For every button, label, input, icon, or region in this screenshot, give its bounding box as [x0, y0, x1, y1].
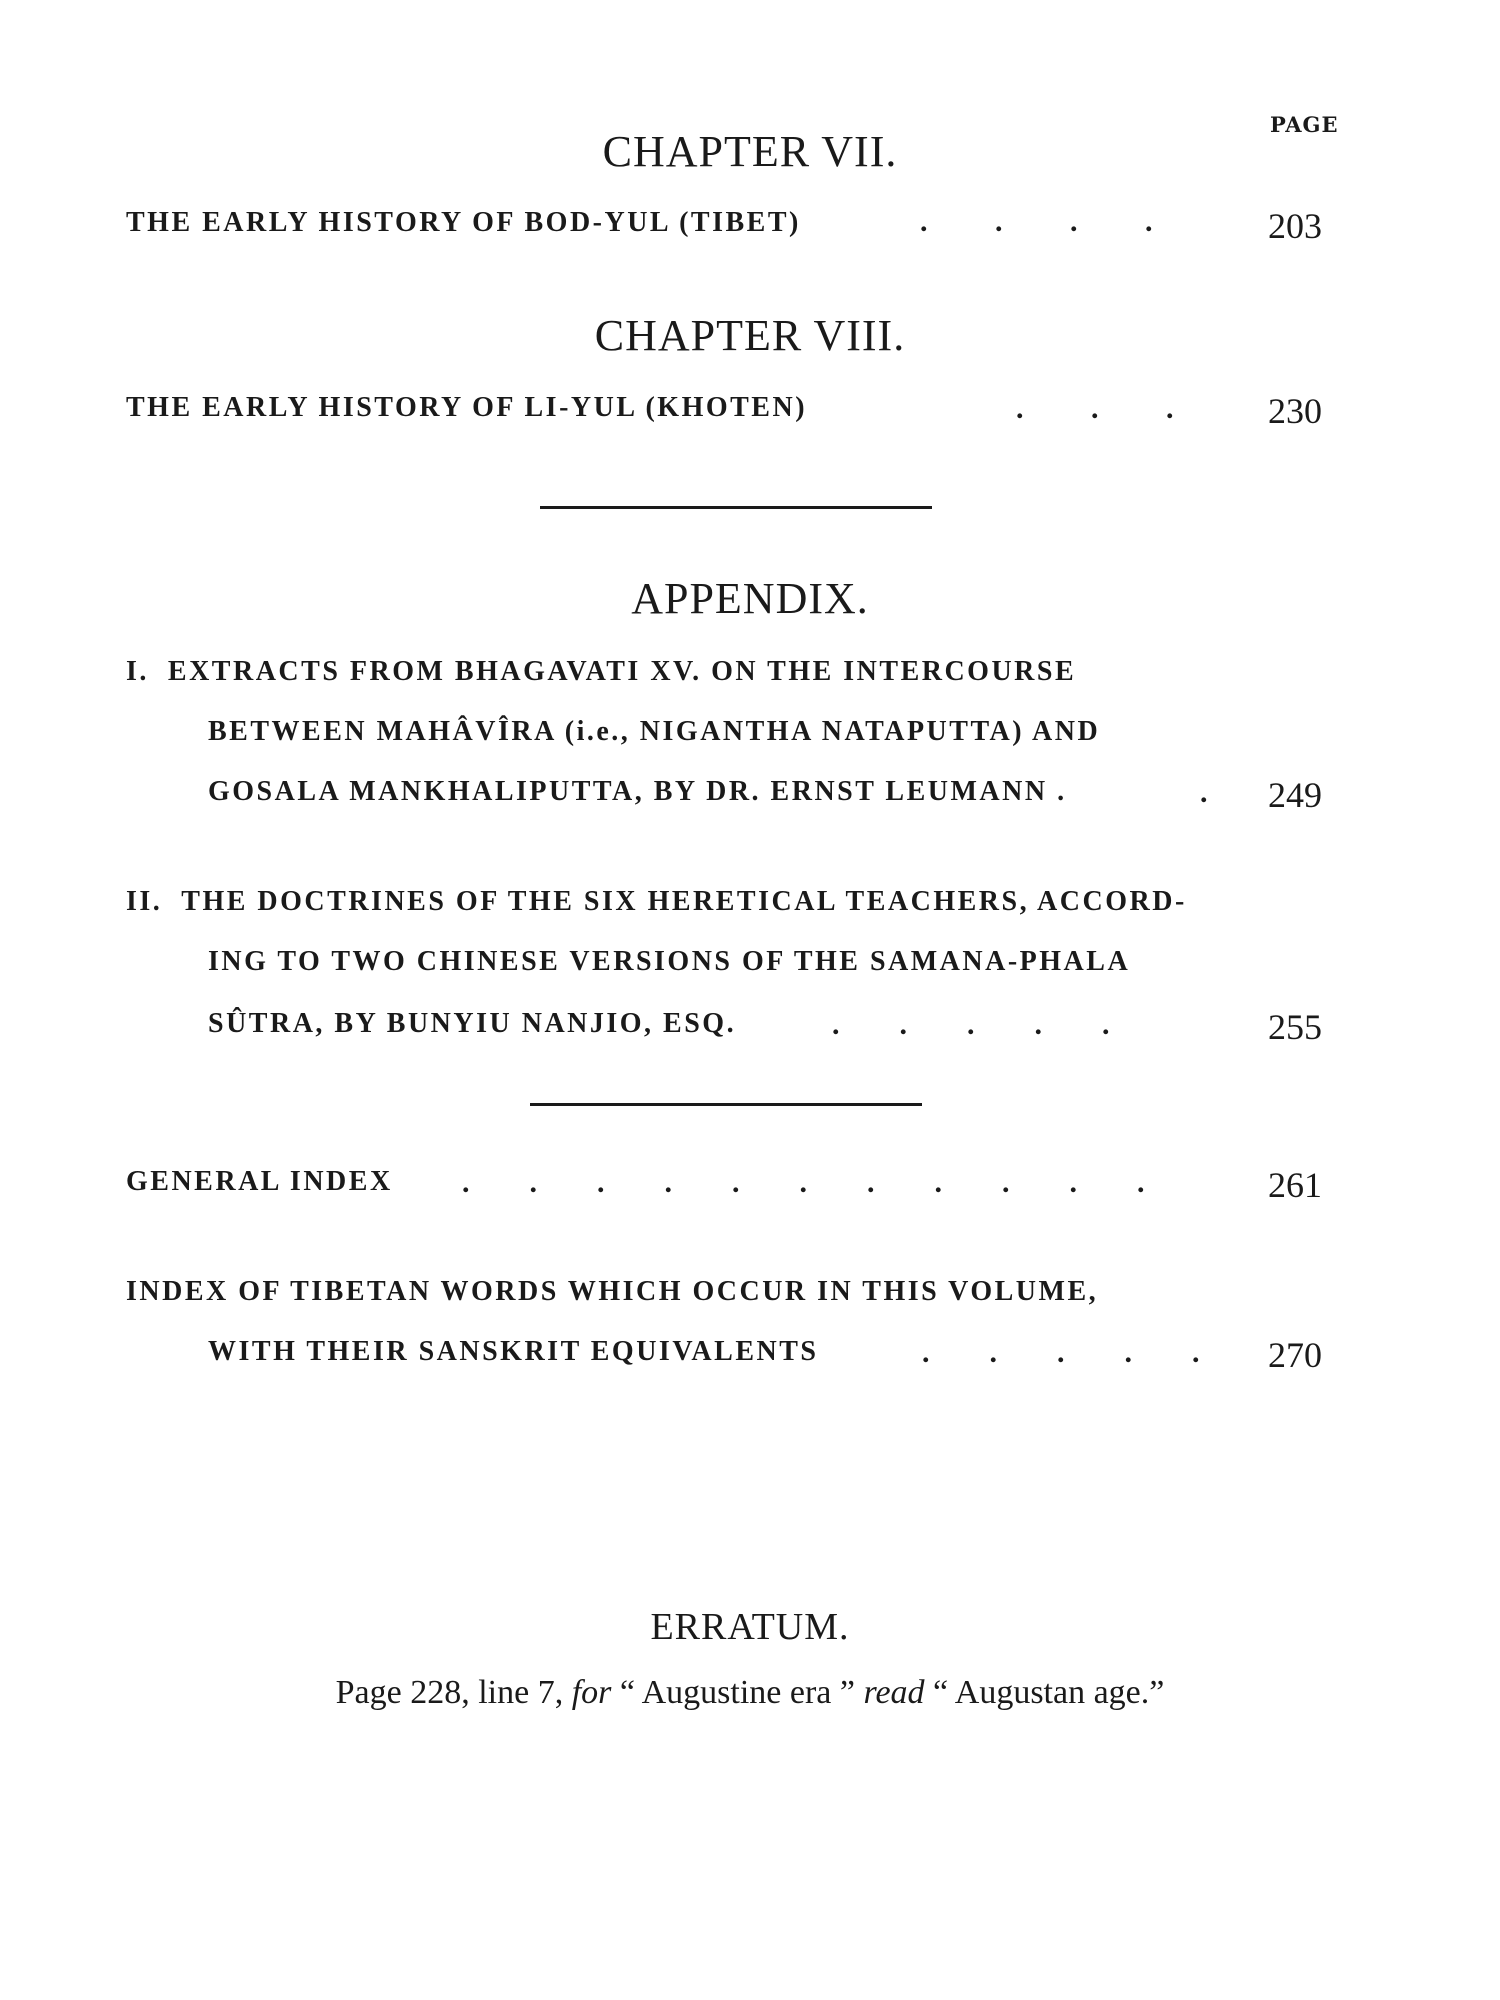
erratum-text: Page 228, line 7, for “ Augustine era ” read “ Augustan age.”	[335, 1674, 1165, 1711]
leader-dots: . . . . .	[922, 1336, 1200, 1369]
tibetan-index-line-2: WITH THEIR SANSKRIT EQUIVALENTS	[208, 1336, 819, 1367]
leader-dots: . . . .	[920, 205, 1153, 238]
appendix-i-line-3: GOSALA MANKHALIPUTTA, BY DR. ERNST LEUMANN .	[208, 776, 1067, 807]
leader-dots: . . . . . . . . . . .	[462, 1166, 1145, 1199]
divider-rule	[540, 506, 932, 509]
erratum-heading: ERRATUM.	[650, 1606, 850, 1648]
appendix-ii-line-2: ING TO TWO CHINESE VERSIONS OF THE SAMANA-PHALA	[208, 946, 1131, 977]
chapter-viii-page: 230	[1268, 391, 1322, 431]
general-index-page: 261	[1268, 1165, 1322, 1205]
chapter-vii-heading: CHAPTER VII.	[602, 127, 898, 176]
leader-dots: . . . . .	[832, 1008, 1110, 1041]
appendix-ii-line-3: SÛTRA, BY BUNYIU NANJIO, ESQ.	[208, 1008, 737, 1039]
appendix-i-line-2: BETWEEN MAHÂVÎRA (i.e., NIGANTHA NATAPUTTA) AND	[208, 716, 1101, 747]
leader-dots: .	[1200, 776, 1208, 809]
appendix-ii-line-1: II. THE DOCTRINES OF THE SIX HERETICAL TEACHERS, ACCORD-	[126, 886, 1187, 917]
appendix-i-page: 249	[1268, 775, 1322, 815]
chapter-vii-page: 203	[1268, 206, 1322, 246]
chapter-viii-title: THE EARLY HISTORY OF LI-YUL (KHOTEN)	[126, 392, 808, 423]
page-column-label: PAGE	[1270, 112, 1339, 137]
chapter-viii-heading: CHAPTER VIII.	[594, 311, 906, 360]
leader-dots: . . .	[1016, 392, 1174, 425]
divider-rule	[530, 1103, 922, 1106]
appendix-heading: APPENDIX.	[631, 574, 869, 623]
tibetan-index-page: 270	[1268, 1335, 1322, 1375]
chapter-vii-title: THE EARLY HISTORY OF BOD-YUL (TIBET)	[126, 207, 801, 238]
appendix-i-line-1: I. EXTRACTS FROM BHAGAVATI XV. ON THE INTERCOURSE	[126, 656, 1077, 687]
tibetan-index-line-1: INDEX OF TIBETAN WORDS WHICH OCCUR IN THIS VOLUME,	[126, 1276, 1099, 1307]
general-index-title: GENERAL INDEX	[126, 1166, 393, 1197]
appendix-ii-page: 255	[1268, 1007, 1322, 1047]
